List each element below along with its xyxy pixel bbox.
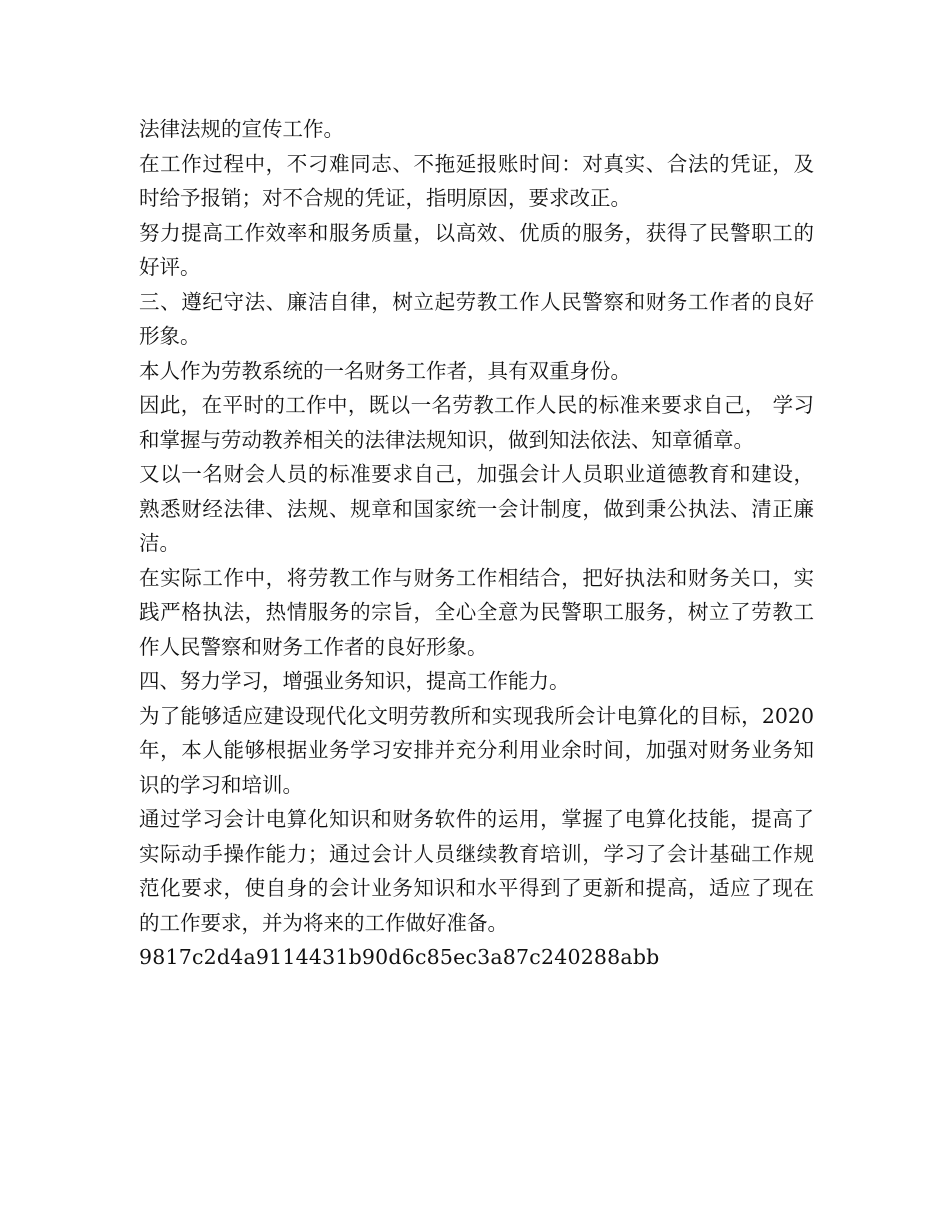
document-hash: 9817c2d4a9114431b90d6c85ec3a87c240288abb	[139, 945, 660, 969]
paragraph-1: 法律法规的宣传工作。	[139, 117, 344, 141]
section-heading-4: 四、努力学习，增强业务知识，提高工作能力。	[139, 669, 570, 693]
document-body	[139, 112, 814, 975]
paragraph-6: 因此，在平时的工作中，既以一名劳教工作人民的标准来要求自己， 学习和掌握与劳动教养相关的法律法规知识，做到知法依法、知章循章。	[139, 393, 814, 452]
paragraph-2: 在工作过程中，不刁难同志、不拖延报账时间：对真实、合法的凭证，及时给予报销；对不合规的凭证，指明原因，要求改正。	[139, 151, 814, 210]
paragraph-3: 努力提高工作效率和服务质量，以高效、优质的服务，获得了民警职工的好评。	[139, 220, 814, 279]
section-heading-3: 三、遵纪守法、廉洁自律，树立起劳教工作人民警察和财务工作者的良好形象。	[139, 289, 814, 348]
paragraph-7: 又以一名财会人员的标准要求自己，加强会计人员职业道德教育和建设，熟悉财经法律、法规、规章和国家统一会计制度，做到秉公执法、清正廉洁。	[139, 462, 814, 555]
paragraph-8: 在实际工作中，将劳教工作与财务工作相结合，把好执法和财务关口，实践严格执法，热情服务的宗旨，全心全意为民警职工服务，树立了劳教工作人民警察和财务工作者的良好形象。	[139, 565, 814, 659]
paragraph-5: 本人作为劳教系统的一名财务工作者，具有双重身份。	[139, 358, 631, 383]
paragraph-11: 通过学习会计电算化知识和财务软件的运用，掌握了电算化技能，提高了实际动手操作能力；通过会计人员继续教育培训，学习了会计基础工作规范化要求，使自身的会计业务知识和水平得到了更新和提高，适应了现在的工作要求，并为将来的工作做好准备。	[139, 807, 814, 935]
paragraph-10: 为了能够适应建设现代化文明劳教所和实现我所会计电算化的目标，2020年，本人能够根据业务学习安排并充分利用业余时间，加强对财务业务知识的学习和培训。	[139, 703, 814, 797]
